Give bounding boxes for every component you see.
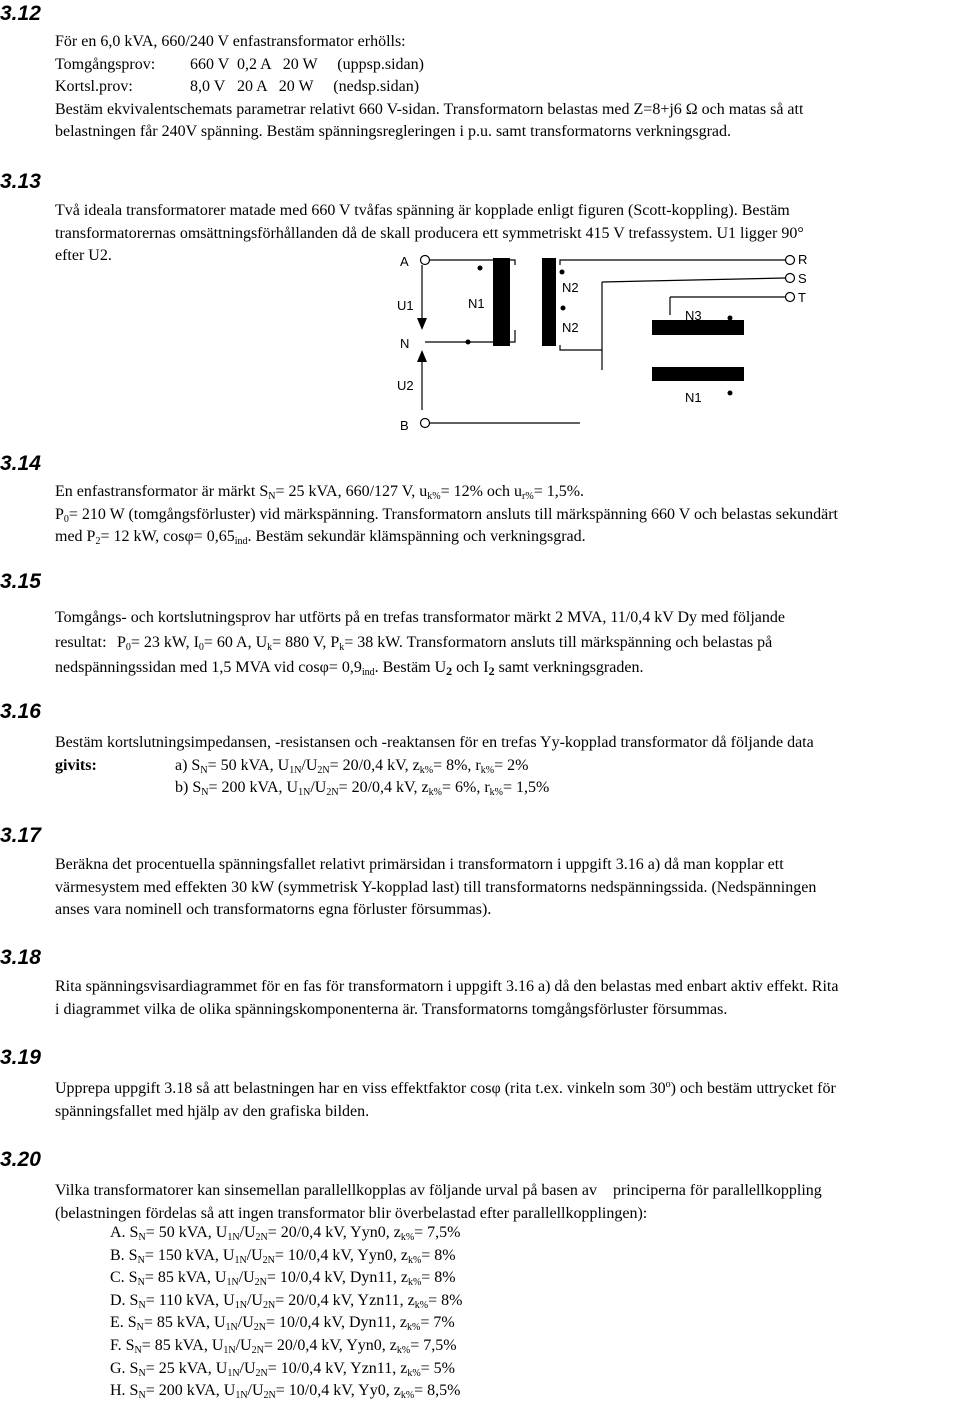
option-item: F. $S_N= 85$ kVA, $U_{1N}/U_{2N}= 20/0,4$ kV, Yyn0, $z_{k\%}= 7,5\%$ — [110, 1337, 457, 1356]
text-line: Kortsl.prov: 8,0 V 20 A 20 W (nedsp.sidan) — [55, 78, 420, 95]
problem-3-18-text — [55, 976, 956, 1021]
problem-3-14-text — [55, 481, 956, 549]
label-u1: U1 — [397, 298, 414, 313]
label-a: A — [400, 254, 409, 269]
polarity-dot — [728, 316, 733, 321]
text-line: anses vara nominell och transformatorns egna förluster försummas). — [55, 901, 492, 918]
option-item: H. $S_N= 200$ kVA, $U_{1N}/U_{2N}= 10/0,4$ kV, Yy0, $z_{k\%}= 8,5\%$ — [110, 1382, 461, 1402]
polarity-dot — [561, 306, 566, 311]
text-line: Tomgångs- och kortslutningsprov har utförts på en trefas transformator märkt 2 MVA, 11/0,4 kV Dy med följande — [55, 609, 785, 626]
terminal-t — [786, 293, 795, 302]
polarity-dot — [560, 270, 565, 275]
label-r: R — [798, 252, 808, 267]
transformer-1-core — [542, 258, 556, 346]
u2-arrow-icon — [417, 350, 427, 362]
terminal-a — [421, 256, 430, 265]
label-b: B — [400, 418, 409, 433]
problem-number: 3.13 — [0, 170, 41, 193]
option-item: D. $S_N= 110$ kVA, $U_{1N}/U_{2N}= 20/0,4$ kV, Yzn11, $z_{k\%}= 8\%$ — [110, 1291, 463, 1311]
text-line: En enfastransformator är märkt $S_N= 25$ kVA, 660/127 V, $u_{k\%}= 12\%$ och $u_{r\%}= 1,5\%$. — [55, 483, 585, 502]
problem-number: 3.15 — [0, 570, 41, 593]
option-item: C. $S_N= 85$ kVA, $U_{1N}/U_{2N}= 10/0,4$ kV, Dyn11, $z_{k\%}= 8\%$ — [110, 1269, 456, 1289]
label-n1: N1 — [685, 390, 702, 405]
label-n1: N1 — [468, 296, 485, 311]
transformer-2-core — [652, 367, 744, 381]
label-n3: N3 — [685, 308, 702, 323]
text-line: Bestäm ekvivalentschemats parametrar relativt 660 V-sidan. Transformatorn belastas med Z=8+j6 Ω och matas så att — [55, 100, 804, 118]
text-line: $P_0= 210$ W (tomgångsförluster) vid märkspänning. Transformatorn ansluts till märkspänning 660 V och belastas sekundärt — [55, 505, 838, 525]
text-line: efter U2. — [55, 247, 112, 264]
label-n2: N2 — [562, 280, 579, 295]
problem-number: 3.12 — [0, 2, 41, 25]
text-line: värmesystem med effekten 30 kW (symmetrisk Y-kopplad last) till transformatorns nedspänningssida. (Nedspänningen — [55, 878, 817, 896]
option-item: G. $S_N= 25$ kVA, $U_{1N}/U_{2N}= 10/0,4$ kV, Yzn11, $z_{k\%}= 5\%$ — [110, 1359, 456, 1379]
polarity-dot — [478, 266, 483, 271]
label-t: T — [798, 290, 806, 305]
text-line: (belastningen fördelas så att ingen transformator blir överbelastad efter parallellkopplingen): — [55, 1204, 648, 1222]
text-line: belastningen får 240V spänning. Bestäm spänningsregleringen i p.u. samt transformatorns verkningsgrad. — [55, 123, 732, 140]
problem-number: 3.17 — [0, 824, 41, 847]
problem-number: 3.18 — [0, 946, 41, 969]
text-line: resultat: $P_0= 23$ kW, $I_0= 60$ A, $U_k= 880$ V, $P_k= 38$ kW. Transformatorn ansluts till märkspänning och belastas på — [55, 634, 773, 653]
option-item: E. $S_N= 85$ kVA, $U_{1N}/U_{2N}= 10/0,4$ kV, Dyn11, $z_{k\%}= 7\%$ — [110, 1314, 455, 1334]
problem-3-17-text — [55, 854, 956, 922]
problem-3-12-text — [55, 31, 956, 144]
text-line: transformatorernas omsättningsförhållanden då de skall producera ett symmetriskt 415 V trefassystem. U1 ligger 90° — [55, 224, 804, 242]
label-n: N — [400, 336, 410, 351]
transformer-1-core — [493, 258, 510, 346]
label-s: S — [798, 271, 807, 286]
text-line: Beräkna det procentuella spänningsfallet relativt primärsidan i transformatorn i uppgift 3.16 a) då man kopplar ett — [55, 856, 784, 873]
text-line: i diagrammet vilka de olika spänningskomponenterna är. Transformatorns tomgångsförluster försummas. — [55, 1000, 728, 1018]
text-line: Bestäm kortslutningsimpedansen, -resistansen och -reaktansen för en trefas Yy-kopplad transformator då följande data — [55, 734, 814, 751]
u1-arrow-icon — [417, 318, 427, 330]
text-line: För en 6,0 kVA, 660/240 V enfastransformator erhölls: — [55, 33, 406, 50]
text-line: Två ideala transformatorer matade med 660 V tvåfas spänning är kopplade enligt figuren (Scott-koppling). Bestäm — [55, 202, 790, 219]
scott-connection-diagram — [380, 250, 830, 440]
problem-number: 3.16 — [0, 700, 41, 723]
problem-3-20-text — [55, 1180, 956, 1225]
text-line: spänningsfallet med hjälp av den grafiska bilden. — [55, 1102, 370, 1120]
option-item: B. $S_N= 150$ kVA, $U_{1N}/U_{2N}= 10/0,4$ kV, Yyn0, $z_{k\%}= 8\%$ — [110, 1246, 456, 1266]
terminal-b — [421, 419, 430, 428]
text-line: Upprepa uppgift 3.18 så att belastningen har en viss effektfaktor cosφ (rita t.ex. vinkeln som 30$^o$) och bestäm uttrycket för — [55, 1079, 836, 1097]
problem-3-16-text — [55, 732, 956, 800]
text-line: b) $S_N= 200$ kVA, $U_{1N}/U_{2N}= 20/0,4$ kV, $z_{k\%}= 6\%$, $r_{k\%}= 1,5\%$ — [175, 779, 550, 798]
problem-number: 3.14 — [0, 452, 41, 475]
text-line: Tomgångsprov: 660 V 0,2 A 20 W (uppsp.sidan) — [55, 55, 424, 73]
terminal-r — [786, 256, 795, 265]
label-u2: U2 — [397, 378, 414, 393]
text-line: Vilka transformatorer kan sinsemellan parallellkopplas av följande urval på basen av principerna för parallellkoppling — [55, 1182, 822, 1199]
polarity-dot — [728, 391, 733, 396]
problem-number: 3.19 — [0, 1046, 41, 1069]
text-line: Rita spänningsvisardiagrammet för en fas för transformatorn i uppgift 3.16 a) då den belastas med enbart aktiv effekt. Rita — [55, 978, 839, 995]
polarity-dot — [466, 340, 471, 345]
text-line: med $P_2= 12$ kW, $\cos\varphi= 0,65_{ind}$. Bestäm sekundär klämspänning och verkningsgrad. — [55, 528, 586, 547]
option-item: A. $S_N= 50$ kVA, $U_{1N}/U_{2N}= 20/0,4$ kV, Yyn0, $z_{k\%}= 7,5\%$ — [110, 1224, 461, 1243]
text-line: givits: a) $S_N= 50$ kVA, $U_{1N}/U_{2N}= 20/0,4$ kV, $z_{k\%}= 8\%$, $r_{k\%}= 2\%$ — [55, 756, 529, 776]
label-n2: N2 — [562, 320, 579, 335]
text-line: nedspänningssidan med 1,5 MVA vid $\cos\varphi= 0,9_{ind}$. Bestäm $U_2$ och $I_2$ samt verkningsgraden. — [55, 659, 644, 678]
problem-3-19-text — [55, 1078, 956, 1123]
problem-3-15-text — [55, 605, 956, 680]
terminal-s — [786, 274, 795, 283]
problem-number: 3.20 — [0, 1148, 41, 1171]
